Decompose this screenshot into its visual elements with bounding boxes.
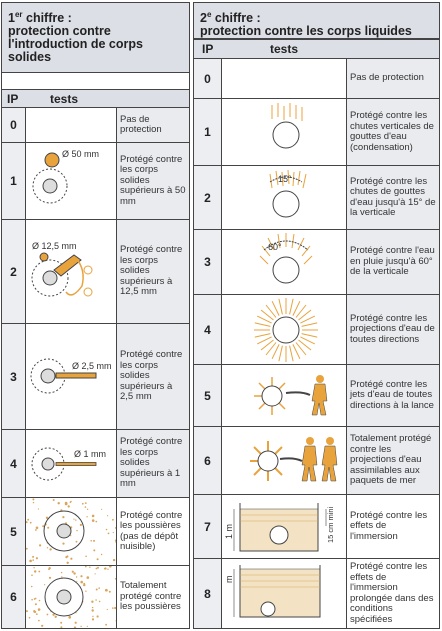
- dust-particle: [38, 508, 39, 509]
- dust-particle: [89, 567, 90, 568]
- right-title: [194, 3, 439, 39]
- dust-particle: [85, 556, 87, 558]
- solids-protection-table: [1, 2, 190, 629]
- right-row-4: [194, 295, 439, 365]
- left-title-sup: er: [14, 10, 23, 19]
- splash-line: [290, 299, 294, 315]
- dust-particle: [105, 624, 107, 626]
- left-title-line3: l'introduction de corps: [8, 37, 143, 52]
- protection-description: Protégé contre les poussières (pas de dépôt nuisible): [117, 498, 189, 565]
- right-header: [194, 39, 439, 59]
- dust-particle: [85, 506, 87, 508]
- dust-particle: [92, 609, 94, 611]
- dust-particle: [49, 567, 51, 569]
- dust-particle: [95, 573, 96, 574]
- sphere-50mm-icon: [26, 143, 117, 219]
- dust-particle: [96, 589, 98, 591]
- splash-line: [302, 323, 318, 327]
- dust-particle: [33, 502, 34, 503]
- dust-particle: [38, 571, 40, 573]
- left-header: [2, 89, 189, 108]
- protection-description: Totalement protégé contre les poussières: [117, 566, 189, 628]
- protection-description: Protégé contre les jets d'eau de toutes directions à la lance: [347, 365, 439, 426]
- dust-particle: [42, 525, 44, 527]
- dust-particle: [76, 576, 77, 577]
- dust-particle: [49, 577, 51, 579]
- dust-particle: [98, 587, 100, 589]
- ip-code: 0: [2, 108, 26, 142]
- ip-code: 3: [194, 230, 222, 294]
- protection-description: Protégé contre les chutes de gouttes d'eau jusqu'à 15° de la verticale: [347, 166, 439, 229]
- dust-particle: [26, 548, 28, 550]
- dust-particle: [26, 610, 28, 612]
- protection-description: Protégé contre les corps solides supérieurs à 50 mm: [117, 143, 189, 219]
- right-header-tests: tests: [270, 42, 299, 56]
- dust-particle: [87, 626, 88, 627]
- ip-code: 5: [194, 365, 222, 426]
- dust-particle: [92, 515, 95, 518]
- dust-particle: [76, 530, 77, 531]
- dust-particle: [92, 607, 93, 608]
- dust-particle: [75, 519, 76, 520]
- test-label: Ø 2,5 mm: [72, 361, 112, 371]
- dust-particle: [87, 576, 90, 579]
- right-row-6: [194, 427, 439, 495]
- dust-particle: [93, 540, 95, 542]
- left-title-line4: solides: [8, 50, 52, 65]
- right-title-rest: chiffre :: [211, 11, 261, 26]
- dust-particle: [55, 616, 57, 618]
- dust-tight-icon: [26, 566, 117, 628]
- test-illustration: [222, 99, 347, 165]
- dust-particle: [47, 547, 48, 548]
- dust-particle: [112, 519, 114, 521]
- dust-particle: [49, 548, 51, 550]
- dust-particle: [33, 567, 34, 568]
- dust-particle: [39, 600, 41, 602]
- test-illustration: [26, 430, 117, 497]
- dust-particle: [32, 559, 34, 561]
- test-illustration: [26, 324, 117, 429]
- test-label: 15°: [278, 174, 292, 184]
- dust-particle: [53, 499, 55, 501]
- dust-particle: [109, 566, 112, 568]
- wire-1mm-icon: [26, 430, 117, 497]
- dust-particle: [74, 627, 76, 629]
- test-illustration: [222, 427, 347, 494]
- right-row-1: [194, 99, 439, 166]
- dust-particle: [29, 560, 32, 563]
- drops-15deg-icon: [222, 166, 347, 229]
- dust-particle: [114, 607, 116, 609]
- test-illustration: [222, 59, 347, 98]
- test-illustration: [26, 108, 117, 142]
- dust-particle: [72, 571, 74, 573]
- splash-line: [290, 346, 294, 362]
- test-label: m: [224, 575, 234, 583]
- dust-particle: [82, 503, 84, 505]
- water-jet-icon: [222, 365, 347, 426]
- test-illustration: [222, 230, 347, 294]
- splash-line: [255, 323, 271, 327]
- test-illustration: [222, 166, 347, 229]
- dust-particle: [73, 519, 74, 520]
- left-row-0: [2, 108, 189, 143]
- dust-particle: [112, 607, 114, 609]
- left-row-3: [2, 324, 189, 430]
- splash-line: [279, 346, 283, 362]
- right-header-ip: IP: [202, 42, 214, 56]
- dust-particle: [95, 599, 97, 601]
- dust-particle: [80, 575, 82, 577]
- ip-code: 3: [2, 324, 26, 429]
- left-row-6: [2, 566, 189, 628]
- ip-code: 8: [194, 559, 222, 628]
- splash-all-directions-icon: [222, 295, 347, 364]
- protection-description: Protégé contre les chutes verticales de gouttes d'eau (condensation): [347, 99, 439, 165]
- test-label: Ø 50 mm: [62, 149, 100, 159]
- protection-description: Protégé contre l'eau en pluie jusqu'à 60° de la verticale: [347, 230, 439, 294]
- dust-particle: [65, 502, 68, 505]
- dust-particle: [30, 522, 32, 524]
- right-row-2: [194, 166, 439, 230]
- dust-particle: [105, 589, 108, 592]
- protection-description: Pas de protection: [117, 108, 189, 142]
- protection-description: Protégé contre les corps solides supérieurs à 1 mm: [117, 430, 189, 497]
- dust-particle: [38, 610, 39, 611]
- right-row-8: [194, 559, 439, 628]
- ip-code: 6: [194, 427, 222, 494]
- dust-particle: [86, 516, 87, 517]
- liquids-protection-table: [193, 2, 440, 629]
- dust-particle: [44, 584, 45, 585]
- test-illustration: [222, 295, 347, 364]
- dust-particle: [87, 509, 88, 510]
- dust-particle: [85, 591, 86, 592]
- left-row-5: [2, 498, 189, 566]
- dust-particle: [31, 574, 33, 576]
- dust-particle: [61, 576, 62, 577]
- test-illustration: [222, 365, 347, 426]
- dust-particle: [97, 615, 99, 617]
- test-illustration: [222, 495, 347, 558]
- dust-particle: [93, 549, 95, 551]
- right-title-line2: protection contre les corps liquides: [200, 24, 412, 39]
- dust-particle: [75, 622, 77, 624]
- protection-description: Protégé contre les corps solides supérieurs à 12,5 mm: [117, 220, 189, 323]
- dust-particle: [101, 554, 102, 555]
- ip-code: 2: [2, 220, 26, 323]
- test-illustration: [26, 566, 117, 628]
- test-label: 60°: [268, 242, 282, 252]
- left-title-rest: chiffre :: [22, 11, 72, 26]
- ip-code: 1: [194, 99, 222, 165]
- left-header-ip: IP: [7, 92, 19, 106]
- dust-particle: [107, 515, 108, 516]
- right-title-digit: 2: [200, 11, 207, 26]
- right-row-5: [194, 365, 439, 427]
- rain-60deg-icon: [222, 230, 347, 294]
- dust-particle: [65, 556, 67, 558]
- dust-particle: [58, 502, 60, 504]
- dust-particle: [113, 532, 114, 533]
- protection-description: Totalement protégé contre les projections d'eau assimilables aux paquets de mer: [347, 427, 439, 494]
- dust-particle: [60, 626, 62, 628]
- dust-particle: [90, 540, 92, 542]
- dust-particle: [36, 557, 38, 559]
- dust-particle: [36, 613, 38, 615]
- dust-particle: [31, 586, 33, 588]
- prolonged-immersion-icon: [222, 559, 347, 627]
- right-row-7: [194, 495, 439, 559]
- splash-line: [302, 334, 318, 338]
- protection-description: Pas de protection: [347, 59, 439, 98]
- test-finger-icon: [26, 220, 117, 323]
- dust-particle: [41, 625, 43, 627]
- dust-particle: [92, 519, 95, 522]
- dust-particle: [70, 502, 72, 504]
- ip-code: 2: [194, 166, 222, 229]
- ip-code: 0: [194, 59, 222, 98]
- dust-particle: [35, 603, 37, 605]
- left-row-1: [2, 143, 189, 220]
- dust-particle: [80, 581, 83, 584]
- dust-particle: [34, 598, 36, 600]
- wire-2-5mm-icon: [26, 324, 117, 429]
- test-label: Ø 12,5 mm: [32, 241, 77, 251]
- dust-particle: [92, 618, 94, 620]
- ip-code: 5: [2, 498, 26, 565]
- splash-line: [279, 299, 283, 315]
- dust-particle: [73, 572, 75, 574]
- dust-particle: [32, 498, 34, 500]
- test-illustration: [26, 220, 117, 323]
- dust-particle: [96, 521, 98, 523]
- left-row-4: [2, 430, 189, 498]
- left-title-digit: 1: [8, 11, 15, 26]
- dust-particle: [36, 527, 39, 530]
- test-label-2: 15 cm mini: [326, 506, 335, 543]
- dust-particle: [101, 509, 102, 510]
- dust-particle: [107, 569, 108, 570]
- dust-particle: [108, 533, 110, 535]
- dust-particle: [106, 529, 108, 531]
- dust-particle: [91, 601, 93, 603]
- right-row-3: [194, 230, 439, 295]
- dust-particle: [83, 584, 85, 586]
- dust-particle: [80, 524, 82, 526]
- dust-particle: [76, 541, 78, 543]
- dust-particle: [99, 601, 101, 603]
- dust-particle: [26, 521, 28, 523]
- dust-particle: [68, 505, 70, 507]
- dust-particle: [80, 626, 81, 627]
- dust-particle: [97, 558, 99, 560]
- dust-particle: [60, 622, 62, 624]
- test-illustration: [26, 498, 117, 565]
- dust-particle: [62, 543, 64, 545]
- dust-particle: [38, 620, 40, 622]
- heavy-seas-icon: [222, 427, 347, 494]
- dust-particle: [34, 570, 36, 572]
- dust-particle: [109, 591, 111, 593]
- protection-description: Protégé contre les effets de l'immersion prolongée dans des conditions spécifiées: [347, 559, 439, 628]
- dust-particle: [113, 559, 115, 561]
- protection-description: Protégé contre les effets de l'immersion: [347, 495, 439, 558]
- splash-line: [255, 334, 271, 338]
- right-title-sup: e: [206, 10, 212, 19]
- dust-particle: [104, 567, 106, 569]
- dust-particle: [68, 616, 71, 619]
- dust-particle: [47, 527, 49, 529]
- test-illustration: [26, 143, 117, 219]
- dust-particle: [92, 616, 93, 617]
- dust-particle: [33, 610, 35, 612]
- immersion-icon: [222, 495, 347, 558]
- dust-particle: [29, 617, 31, 619]
- dust-particle: [47, 614, 49, 616]
- ip-code: 4: [194, 295, 222, 364]
- dust-particle: [85, 566, 87, 567]
- ip-code: 4: [2, 430, 26, 497]
- left-title-line2: protection contre: [8, 24, 111, 39]
- dust-particle: [70, 558, 72, 560]
- ip-code: 1: [2, 143, 26, 219]
- ip-code: 6: [2, 566, 26, 628]
- dust-particle: [107, 609, 108, 610]
- dust-particle: [85, 502, 87, 504]
- test-illustration: [222, 559, 347, 628]
- dust-particle: [35, 529, 37, 531]
- dust-particle: [39, 544, 41, 546]
- left-row-2: [2, 220, 189, 324]
- left-title: [2, 3, 189, 73]
- test-label: Ø 1 mm: [74, 449, 107, 459]
- test-label: 1 m: [224, 523, 234, 539]
- protection-description: Protégé contre les corps solides supérieurs à 2,5 mm: [117, 324, 189, 429]
- dust-particle: [61, 572, 62, 573]
- dust-particle: [27, 519, 29, 521]
- dust-particle: [67, 562, 69, 564]
- dust-particle: [97, 567, 99, 569]
- ip-code: 7: [194, 495, 222, 558]
- dust-particle: [32, 556, 34, 558]
- left-header-tests: tests: [50, 92, 79, 106]
- dust-particle: [31, 599, 33, 601]
- vertical-drops-icon: [222, 99, 347, 165]
- dust-particle: [62, 516, 64, 518]
- right-row-0: [194, 59, 439, 99]
- dust-partial-icon: [26, 498, 117, 565]
- protection-description: Protégé contre les projections d'eau de toutes directions: [347, 295, 439, 364]
